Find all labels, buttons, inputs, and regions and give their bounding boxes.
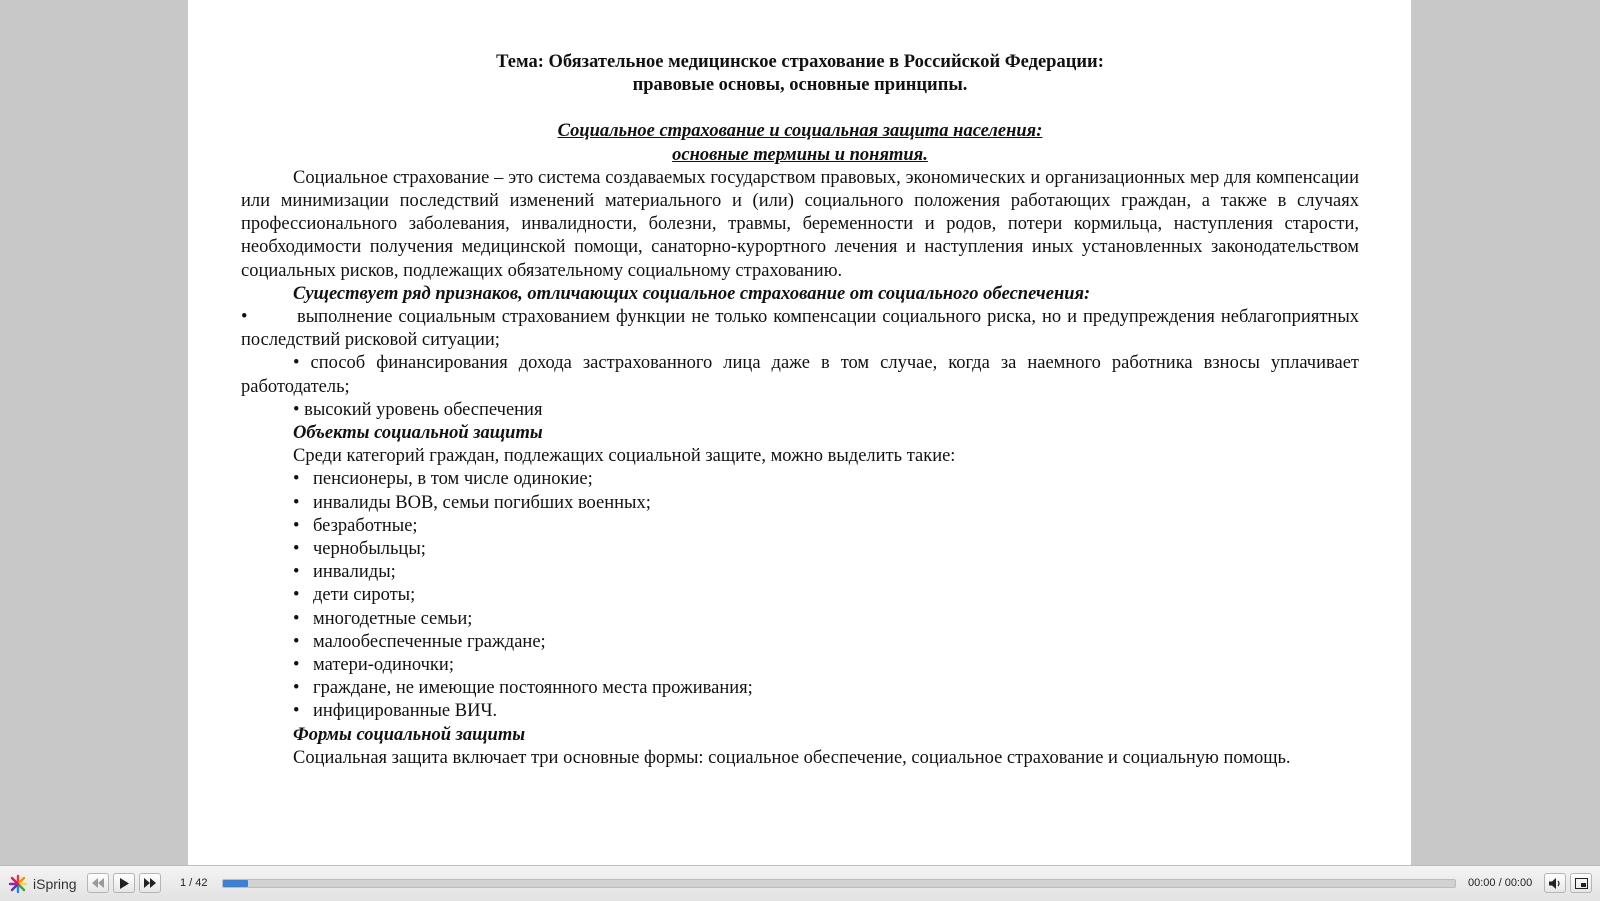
ispring-logo	[8, 874, 77, 894]
definition-paragraph: Социальное страхование – это система создаваемых государством правовых, экономических и организационных мер для компенсации или минимизации последствий изменений материального и (или) социального положения работающих граждан, а также в случаях профессионального заболевания, инвалидности, болезни, травмы, беременности и родов, потери кормильца, наступления старости, необходимости получения медицинской помощи, санаторно-курортного лечения и наступления иных установленных законодательством социальных рисков, подлежащих обязательному социальному страхованию.	[241, 167, 1359, 281]
rewind-button[interactable]	[87, 873, 109, 893]
slide-content	[241, 51, 1359, 770]
forms-paragraph: Социальная защита включает три основные формы: социальное обеспечение, социальное страхование и социальную помощь.	[293, 747, 1291, 768]
ispring-logo-icon	[8, 874, 28, 894]
progress-bar[interactable]	[222, 879, 1456, 888]
sign-1-text: выполнение социальным страхованием функции не только компенсации социального риска, но и предупреждения неблагоприятных последствий рисковой ситуации;	[241, 307, 1359, 351]
player-toolbar	[0, 865, 1600, 901]
time-display: 00:00 / 00:00	[1468, 877, 1533, 889]
forms-heading: Формы социальной защиты	[293, 724, 526, 745]
slide-title-line-2: правовые основы, основные принципы.	[632, 75, 968, 96]
rewind-icon	[92, 878, 104, 888]
sign-item-3: • высокий уровень обеспечения	[293, 399, 543, 420]
sign-item-1	[241, 306, 1359, 352]
slide-page	[188, 0, 1411, 865]
sign-item-2: • способ финансирования дохода застрахованного лица даже в том случае, когда за наемного работника взносы уплачивает работодатель;	[241, 353, 1359, 397]
section-title-line-2: основные термины и понятия.	[672, 144, 928, 165]
play-button[interactable]	[113, 873, 135, 893]
volume-button[interactable]	[1544, 873, 1566, 893]
objects-heading: Объекты социальной защиты	[293, 423, 543, 444]
category-list-item: • инвалиды;	[241, 561, 1359, 584]
slide-counter: 1 / 42	[180, 877, 208, 889]
fast-forward-icon	[144, 878, 156, 888]
brand-name: iSpring	[33, 876, 77, 892]
fullscreen-button[interactable]	[1570, 873, 1592, 893]
category-list-item: • матери-одиночки;	[241, 654, 1359, 677]
volume-icon	[1549, 878, 1562, 889]
category-list-item: • безработные;	[241, 515, 1359, 538]
category-list-item: • пенсионеры, в том числе одинокие;	[241, 468, 1359, 491]
slide-title-line-1: Тема: Обязательное медицинское страхование в Российской Федерации:	[496, 52, 1104, 72]
progress-fill	[223, 880, 248, 887]
category-list-item: • граждане, не имеющие постоянного места проживания;	[241, 677, 1359, 700]
categories-list	[241, 468, 1359, 723]
category-list-item: • малообеспеченные граждане;	[241, 631, 1359, 654]
play-icon	[119, 878, 129, 889]
signs-heading: Существует ряд признаков, отличающих социальное страхование от социального обеспечения:	[293, 283, 1091, 304]
fast-forward-button[interactable]	[139, 873, 161, 893]
category-list-item: • инфицированные ВИЧ.	[241, 700, 1359, 723]
fullscreen-icon	[1575, 878, 1588, 889]
bullet-symbol: •	[241, 307, 248, 328]
category-list-item: • дети сироты;	[241, 584, 1359, 607]
section-title-line-1: Социальное страхование и социальная защита населения:	[557, 121, 1043, 142]
category-list-item: • инвалиды ВОВ, семьи погибших военных;	[241, 492, 1359, 515]
category-list-item: • чернобыльцы;	[241, 538, 1359, 561]
objects-intro: Среди категорий граждан, подлежащих социальной защите, можно выделить такие:	[293, 446, 956, 467]
category-list-item: • многодетные семьи;	[241, 608, 1359, 631]
